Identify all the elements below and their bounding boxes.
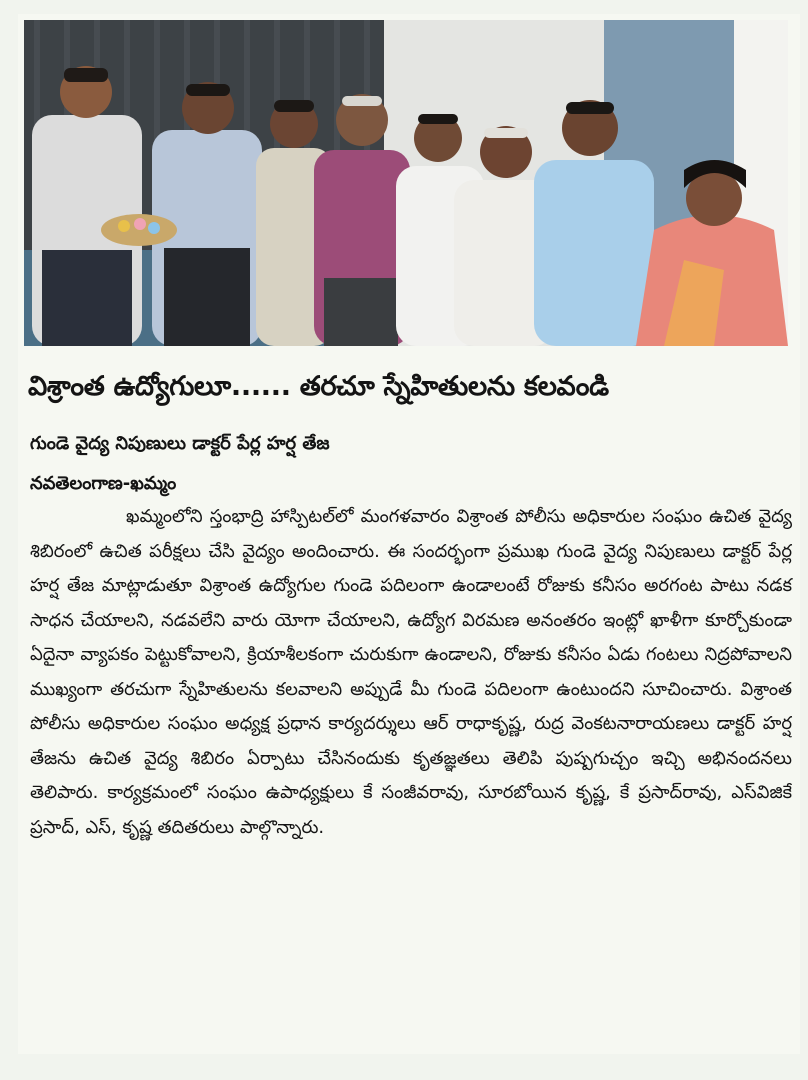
- group-photo-illustration: [24, 20, 788, 346]
- article-subhead: గుండె వైద్య నిపుణులు డాక్టర్ పేర్ల హర్ష తేజ: [30, 433, 330, 454]
- article-body-paragraph: ఖమ్మంలోని స్తంభాద్రి హాస్పిటల్‌లో మంగళవారం విశ్రాంత పోలీసు అధికారుల సంఘం ఉచిత వైద్య శిబిరంలో ఉచిత పరీక్షలు చేసి వైద్యం అందించారు. ఈ సందర్భంగా ప్రముఖ గుండె వైద్య నిపుణులు డాక్టర్ పేర్ల హర్ష తేజ మాట్లాడుతూ విశ్రాంత ఉద్యోగుల గుండె పదిలంగా ఉండాలంటే రోజుకు కనీసం అరగంట పాటు నడక సాధన చేయాలని, నడవలేని వారు యోగా చేయాలని, ఉద్యోగ విరమణ అనంతరం ఇంట్లో ఖాళీగా కూర్చోకుండా ఏదైనా వ్యాపకం పెట్టుకోవాలని, క్రియాశీలకంగా చురుకుగా ఉండాలని, రోజుకు కనీసం ఏడు గంటలు నిద్రపోవాలని ముఖ్యంగా తరచుగా స్నేహితులను కలవాలని అప్పుడే మీ గుండె పదిలంగా ఉంటుందని సూచించారు. విశ్రాంత పోలీసు అధికారుల సంఘం అధ్యక్ష ప్రధాన కార్యదర్శులు ఆర్ రాధాకృష్ణ, రుద్ర వెంకటనారాయణలు డాక్టర్ హర్ష తేజను ఉచిత వైద్య శిబిరం ఏర్పాటు చేసినందుకు కృతజ్ఞతలు తెలిపి పుష్పగుచ్చం ఇచ్చి అభినందనలు తెలిపారు. కార్యక్రమంలో సంఘం ఉపాధ్యక్షులు కే సంజీవరావు, సూరబోయిన కృష్ణ, కే ప్రసాద్‌రావు, ఎస్‌విజికే ప్రసాద్, ఎస్, కృష్ణ తదితరులు పాల్గొన్నారు.: [30, 506, 792, 838]
- article-headline: విశ్రాంత ఉద్యోగులూ...... తరచూ స్నేహితులను కలవండి: [28, 371, 609, 402]
- news-photo: [24, 20, 788, 346]
- newspaper-clipping: [18, 14, 800, 1054]
- bouquet: [101, 214, 177, 246]
- article-body: [30, 500, 792, 845]
- article-dateline: నవతెలంగాణ-ఖమ్మం: [30, 473, 177, 494]
